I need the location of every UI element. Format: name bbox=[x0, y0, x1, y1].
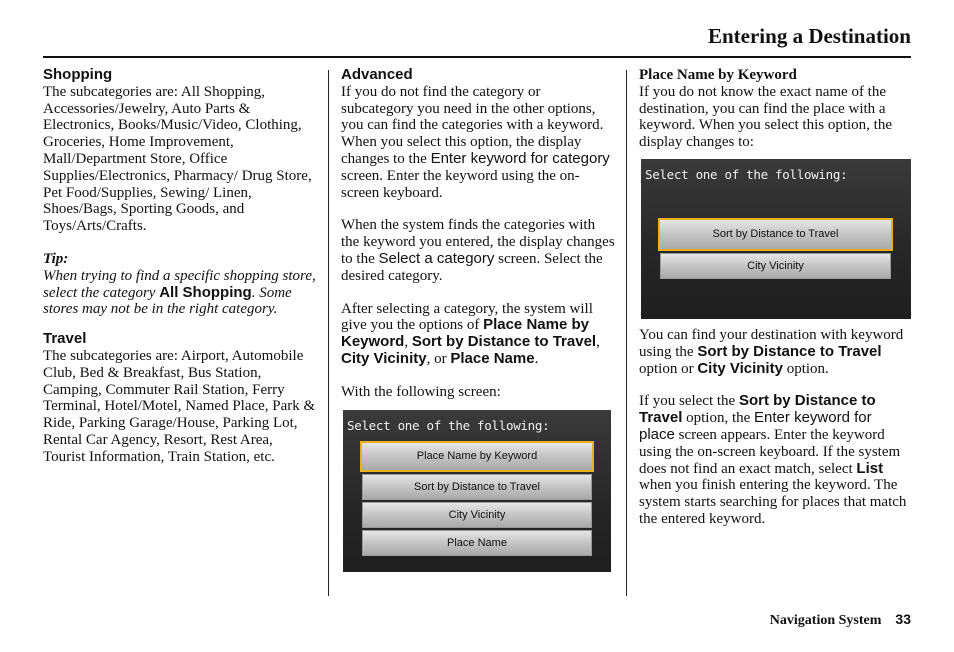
column-divider-2 bbox=[626, 70, 627, 596]
option-city-vicinity[interactable]: City Vicinity bbox=[362, 502, 592, 528]
option-sort-by-distance[interactable]: Sort by Distance to Travel bbox=[362, 474, 592, 500]
screen-name-select-category: Select a category bbox=[378, 249, 495, 267]
screen-title: Select one of the following: bbox=[347, 417, 550, 433]
option-sort-by-distance[interactable]: Sort by Distance to Travel bbox=[658, 218, 893, 251]
tip-category-all-shopping: All Shopping bbox=[159, 283, 252, 301]
screen-title: Select one of the following: bbox=[645, 166, 848, 182]
tip-text: When trying to find a specific shopping store, select the category All Shopping. Some stores may not be in the right category. bbox=[43, 267, 316, 318]
advanced-paragraph-3: After selecting a category, the system will give you the options of Place Name by Keyword, Sort by Distance to Travel, City Vicinity, or Place Name. bbox=[341, 300, 600, 367]
advanced-paragraph-1: If you do not find the category or subcategory you need in the other options, you can find the categories with a keyword. When you select this option, the display changes to the Enter keyword for category screen. Enter the keyword using the on-screen keyboard. bbox=[341, 83, 610, 201]
travel-heading: Travel bbox=[43, 330, 87, 348]
tip-label: Tip: bbox=[43, 250, 69, 267]
shopping-heading: Shopping bbox=[43, 66, 113, 83]
nav-screen-two-options bbox=[641, 159, 911, 319]
page-number: 33 bbox=[895, 611, 911, 627]
footer-label: Navigation System bbox=[769, 613, 882, 628]
column-divider-1 bbox=[328, 70, 329, 596]
nav-screen-four-options bbox=[343, 410, 611, 572]
screen-name-enter-keyword-place: Enter keyword for place bbox=[639, 409, 872, 443]
page-footer bbox=[770, 611, 911, 629]
column-shopping-travel bbox=[43, 67, 318, 466]
column-advanced bbox=[341, 67, 616, 572]
column-place-name-by-keyword bbox=[639, 67, 911, 528]
option-city-vicinity[interactable]: City Vicinity bbox=[660, 253, 891, 279]
advanced-paragraph-2: When the system finds the categories with the keyword you entered, the display changes to the Select a category screen. Select the desired category. bbox=[341, 217, 615, 284]
header-rule bbox=[43, 56, 911, 58]
place-keyword-paragraph-2: You can find your destination with keyword using the Sort by Distance to Travel option or City Vicinity option. bbox=[639, 326, 904, 377]
travel-text: The subcategories are: Airport, Automobile Club, Bed & Breakfast, Bus Station, Camping, Commuter Rail Station, Ferry Terminal, Hotel/Motel, Named Place, Park & Ride, Parking Garage/House, Parking Lot, Rental Car Agency, Resort, Rest Area, Tourist Information, Train Station, etc. bbox=[43, 347, 316, 465]
option-place-name[interactable]: Place Name bbox=[362, 530, 592, 556]
place-name-keyword-heading: Place Name by Keyword bbox=[639, 67, 797, 83]
shopping-text: The subcategories are: All Shopping, Accessories/Jewelry, Auto Parts & Electronics, Books/Music/Video, Clothing, Groceries, Home Improvement, Mall/Department Store, Office Supplies/Electronics, Pharmacy/ Drug Store, Pet Food/Supplies, Sewing/ Linen, Shoes/Bags, Sporting Goods, and Toys/Arts/Crafts. bbox=[43, 83, 312, 235]
option-place-name-by-keyword[interactable]: Place Name by Keyword bbox=[360, 441, 594, 472]
place-keyword-paragraph-3: If you select the Sort by Distance to Travel option, the Enter keyword for place screen appears. Enter the keyword using the on-screen keyboard. If the system does not find an exact match, select List when you finish entering the keyword. The system starts searching for places that match the entered keyword. bbox=[639, 392, 907, 527]
advanced-heading: Advanced bbox=[341, 66, 413, 83]
screen-name-enter-keyword-category: Enter keyword for category bbox=[430, 149, 610, 167]
advanced-paragraph-4: With the following screen: bbox=[341, 383, 501, 400]
place-keyword-paragraph-1: If you do not know the exact name of the destination, you can find the place with a keyword. When you select this option, the display changes to: bbox=[639, 83, 893, 151]
page-title: Entering a Destination bbox=[707, 24, 911, 48]
